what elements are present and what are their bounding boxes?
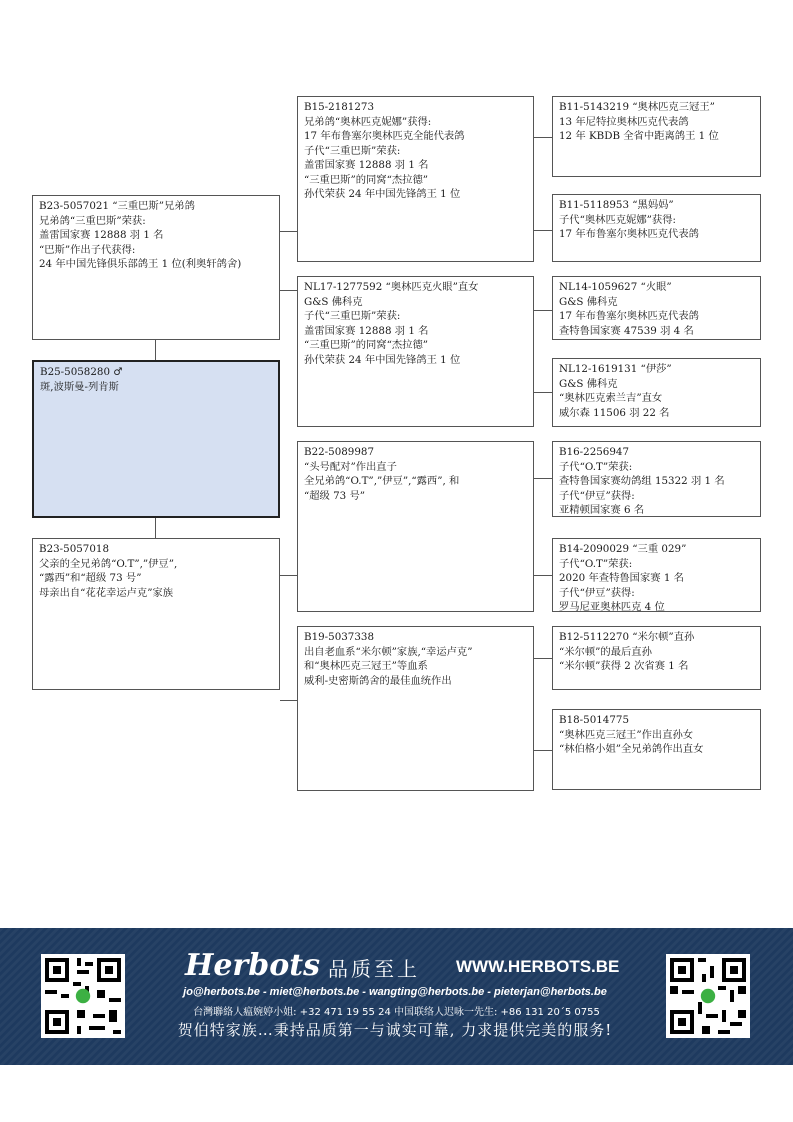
pedigree-dam-box: [32, 538, 280, 690]
pedigree-line: 17 年布鲁塞尔奥林匹克代表鸽: [559, 228, 699, 240]
line-icon: [76, 989, 90, 1003]
pedigree-line: 孙代荣获 24 年中国先锋鸽王 1 位: [304, 353, 461, 366]
pedigree-line: “头号配对”作出直子: [304, 460, 397, 473]
connector-line: [280, 700, 297, 701]
pedigree-line: 兄弟鸽“三重巴斯”荣获:: [39, 214, 146, 227]
connector-line: [280, 290, 297, 291]
connector-line: [155, 340, 156, 360]
website-link[interactable]: WWW.HERBOTS.BE: [456, 957, 620, 976]
connector-line: [534, 392, 552, 393]
pedigree-line: NL17-1277592 “奥林匹克火眼”直女: [304, 281, 479, 293]
connector-line: [534, 230, 552, 231]
pedigree-sire-box: [32, 195, 280, 340]
pedigree-line: 17 年布鲁塞尔奥林匹克全能代表鸽: [304, 130, 465, 142]
motto-text: 贺伯特家族…秉持品质第一与诚实可靠, 力求提供完美的服务!: [177, 1021, 613, 1039]
pedigree-line: “三重巴斯”的同窝“杰拉德”: [304, 339, 429, 351]
pedigree-line: 威尔森 11506 羽 22 名: [559, 406, 670, 419]
connector-line: [534, 137, 552, 138]
pedigree-line: G&S 佛科克: [304, 295, 363, 308]
pedigree-line: “林伯格小姐”全兄弟鸽作出直女: [559, 743, 704, 755]
pedigree-line: G&S 佛科克: [559, 377, 618, 390]
pedigree-line: “三重巴斯”的同窝“杰拉德”: [304, 173, 429, 186]
qr-code-icon: [41, 954, 125, 1038]
pedigree-line: 子代“伊豆”获得:: [559, 489, 635, 502]
pedigree-line: 盖雷国家赛 12888 羽 1 名: [304, 324, 429, 337]
pedigree-line: B11-5118953 “黑妈妈”: [559, 199, 674, 211]
pedigree-line: 威利-史密斯鸽舍的最佳血统作出: [304, 674, 452, 687]
pedigree-line: “奥林匹克三冠王”作出直孙女: [559, 728, 694, 741]
connector-line: [280, 231, 297, 232]
connector-line: [280, 575, 297, 576]
pedigree-line: 和“奥林匹克三冠王”等血系: [304, 660, 428, 672]
pedigree-line: 12 年 KBDB 全省中距离鸽王 1 位: [559, 130, 719, 142]
pedigree-line: “米尔顿”的最后直孙: [559, 645, 652, 658]
pedigree-line: 子代“三重巴斯”荣获:: [304, 310, 401, 322]
qr-code-wechat[interactable]: [666, 954, 750, 1038]
pedigree-dam-dam-box: [297, 626, 534, 791]
pedigree-line: B25-5058280 ♂: [40, 366, 123, 378]
pedigree-line: “米尔顿”获得 2 次省赛 1 名: [559, 660, 689, 672]
wechat-icon: [701, 989, 715, 1003]
pedigree-line: 子代“三重巴斯”荣获:: [304, 144, 401, 157]
pedigree-line: 子代“O.T”荣获:: [559, 557, 633, 570]
footer-banner: [0, 928, 793, 1065]
pedigree-dss-box: [552, 441, 761, 517]
pedigree-line: 罗马尼亚奥林匹克 4 位: [559, 601, 665, 613]
pedigree-line: NL14-1059627 “火眼”: [559, 281, 672, 293]
pedigree-line: 父亲的全兄弟鸽“O.T”,”伊豆”,: [39, 557, 178, 570]
pedigree-line: 全兄弟鸽“O.T”,”伊豆”,“露西”, 和: [304, 475, 460, 487]
pedigree-line: 子代“伊豆”获得:: [559, 586, 635, 599]
phone-contacts: 台灣聯絡人瘟婉婷小姐: +32 471 19 55 24 中国联络人迟咏一先生: +86 131 20´5 0755: [193, 1007, 600, 1018]
pedigree-line: B22-5089987: [304, 446, 375, 458]
pedigree-line: 盖雷国家赛 12888 羽 1 名: [304, 159, 429, 171]
pedigree-line: 盖雷国家赛 12888 羽 1 名: [39, 229, 164, 241]
pedigree-line: B16-2256947: [559, 446, 630, 458]
pedigree-line: 子代“奥林匹克妮娜”获得:: [559, 213, 676, 226]
pedigree-sds-box: [552, 276, 761, 340]
pedigree-line: 13 年尼特拉奥林匹克代表鸽: [559, 115, 689, 128]
pedigree-line: 斑,波斯曼-列肯斯: [40, 380, 119, 393]
qr-code-line[interactable]: [41, 954, 125, 1038]
connector-line: [534, 658, 552, 659]
pedigree-dds-box: [552, 626, 761, 690]
qr-code-icon: [666, 954, 750, 1038]
email-contacts[interactable]: jo@herbots.be - miet@herbots.be - wangting@herbots.be - pieterjan@herbots.be: [183, 986, 607, 998]
pedigree-line: 17 年布鲁塞尔奥林匹克代表鸽: [559, 310, 699, 322]
connector-line: [155, 518, 156, 538]
pedigree-line: B19-5037338: [304, 631, 375, 643]
pedigree-sdd-box: [552, 358, 761, 427]
pedigree-line: 亚精顿国家赛 6 名: [559, 504, 645, 516]
pedigree-line: B23-5057018: [39, 543, 110, 555]
pedigree-dsd-box: [552, 538, 761, 612]
pedigree-dam-sire-box: [297, 441, 534, 612]
pedigree-line: 2020 年查特鲁国家赛 1 名: [559, 572, 684, 584]
pedigree-line: B11-5143219 “奥林匹克三冠王”: [559, 101, 715, 113]
pedigree-line: “露西”和“超级 73 号”: [39, 572, 142, 584]
pedigree-line: 24 年中国先锋俱乐部鸽王 1 位(利奥轩鸽舍): [39, 258, 242, 270]
connector-line: [534, 310, 552, 311]
pedigree-line: B12-5112270 “米尔顿”直孙: [559, 631, 695, 643]
pedigree-line: B23-5057021 “三重巴斯”兄弟鸽: [39, 200, 195, 212]
pedigree-line: “奥林匹克索兰吉”直女: [559, 392, 663, 404]
slogan-text: 品质至上: [328, 957, 420, 981]
pedigree-line: 子代“O.T”荣获:: [559, 460, 633, 473]
pedigree-subject-box: [32, 360, 280, 518]
brand-row: [185, 948, 620, 984]
pedigree-sss-box: [552, 96, 761, 177]
pedigree-line: 查特鲁国家赛 47539 羽 4 名: [559, 324, 694, 337]
pedigree-line: “巴斯”作出子代获得:: [39, 243, 136, 256]
pedigree-ssd-box: [552, 194, 761, 262]
pedigree-line: 母亲出自“花花幸运卢克”家族: [39, 586, 174, 599]
pedigree-sire-sire-box: [297, 96, 534, 262]
pedigree-line: NL12-1619131 “伊莎”: [559, 363, 672, 375]
pedigree-line: B14-2090029 “三重 029”: [559, 543, 687, 555]
pedigree-line: 兄弟鸽“奥林匹克妮娜”获得:: [304, 115, 432, 128]
pedigree-line: B15-2181273: [304, 101, 375, 113]
pedigree-line: 查特鲁国家赛幼鸽组 15322 羽 1 名: [559, 475, 725, 487]
connector-line: [534, 478, 552, 479]
pedigree-line: “超级 73 号”: [304, 489, 366, 502]
connector-line: [534, 575, 552, 576]
connector-line: [534, 750, 552, 751]
pedigree-line: 孙代荣获 24 年中国先锋鸽王 1 位: [304, 188, 461, 200]
pedigree-line: G&S 佛科克: [559, 295, 618, 308]
pedigree-line: B18-5014775: [559, 714, 630, 726]
pedigree-ddd-box: [552, 709, 761, 790]
herbots-logo: Herbots: [185, 948, 320, 983]
pedigree-line: 出自老血系“米尔顿”家族,“幸运卢克”: [304, 645, 473, 658]
pedigree-sire-dam-box: [297, 276, 534, 427]
